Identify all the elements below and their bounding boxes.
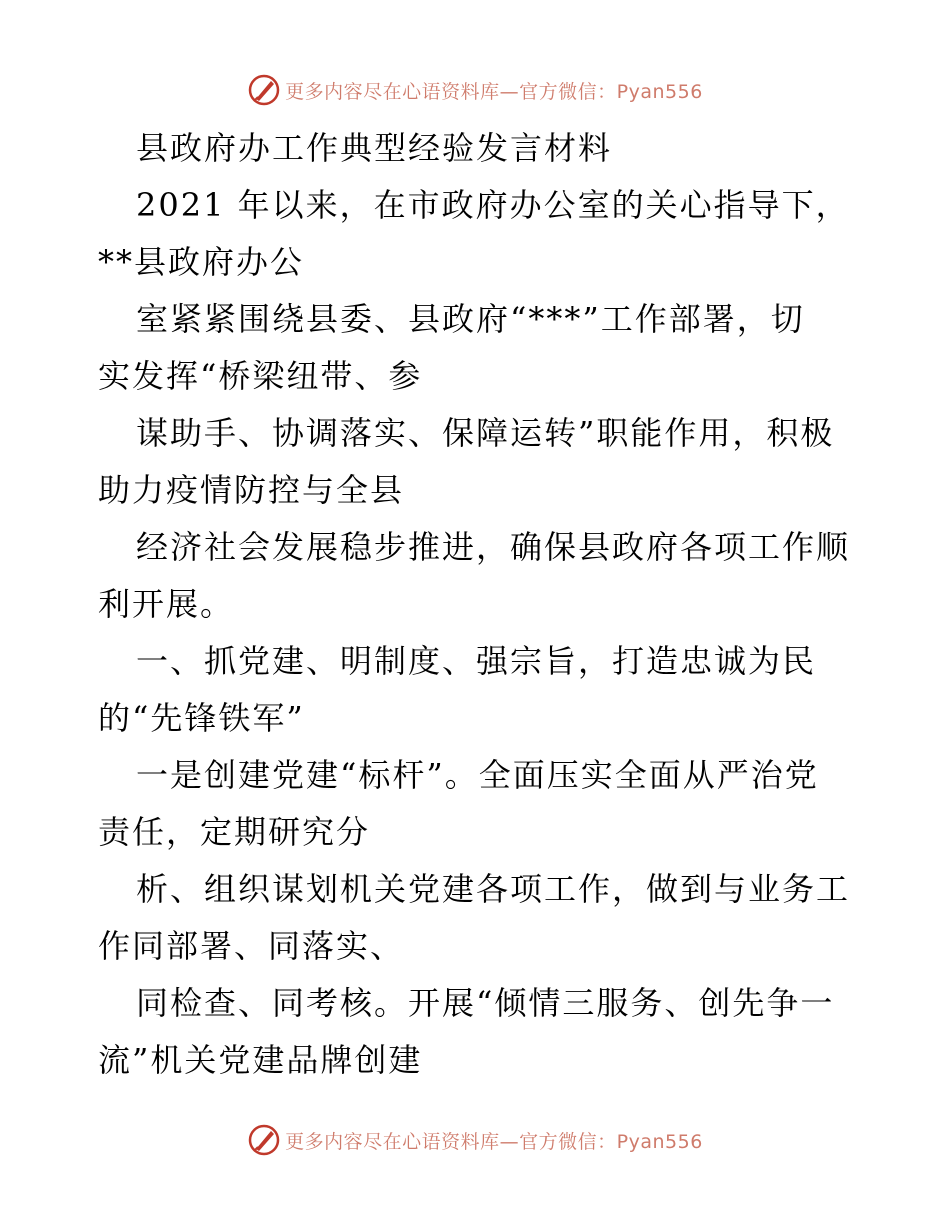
watermark-text: 更多内容尽在心语资料库—官方微信：Pyan556 bbox=[285, 1130, 703, 1153]
paragraph-line: 经济社会发展稳步推进，确保县政府各项工作顺 bbox=[136, 528, 851, 566]
paragraph-line: 助力疫情防控与全县 bbox=[98, 471, 405, 509]
document-title: 县政府办工作典型经验发言材料 bbox=[136, 129, 613, 167]
quill-pen-logo-icon bbox=[247, 1123, 281, 1157]
paragraph-line: 同检查、同考核。开展“倾情三服务、创先争一 bbox=[136, 984, 835, 1022]
watermark-text: 更多内容尽在心语资料库—官方微信：Pyan556 bbox=[285, 80, 703, 103]
paragraph-line: 利开展。 bbox=[98, 585, 235, 623]
paragraph-line: **县政府办公 bbox=[98, 243, 305, 281]
paragraph-line: 谋助手、协调落实、保障运转”职能作用，积极 bbox=[136, 414, 835, 452]
document-body bbox=[98, 120, 858, 1089]
quill-pen-logo-icon bbox=[247, 73, 281, 107]
paragraph-line: 室紧紧围绕县委、县政府“***”工作部署，切 bbox=[136, 300, 805, 338]
section-heading: 一、抓党建、明制度、强宗旨，打造忠诚为民 bbox=[136, 642, 817, 680]
paragraph-line: 2021 年以来，在市政府办公室的关心指导下， bbox=[136, 186, 850, 224]
paragraph-line: 实发挥“桥梁纽带、参 bbox=[98, 357, 423, 395]
paragraph-line: 作同部署、同落实、 bbox=[98, 927, 405, 965]
paragraph-line: 析、组织谋划机关党建各项工作，做到与业务工 bbox=[136, 870, 851, 908]
watermark-header bbox=[0, 70, 950, 110]
paragraph-line: 流”机关党建品牌创建 bbox=[98, 1041, 423, 1079]
paragraph-line: 一是创建党建“标杆”。全面压实全面从严治党 bbox=[136, 756, 819, 794]
watermark-footer bbox=[0, 1120, 950, 1160]
paragraph-line: 责任，定期研究分 bbox=[98, 813, 371, 851]
section-heading-continued: 的“先锋铁军” bbox=[98, 699, 305, 737]
